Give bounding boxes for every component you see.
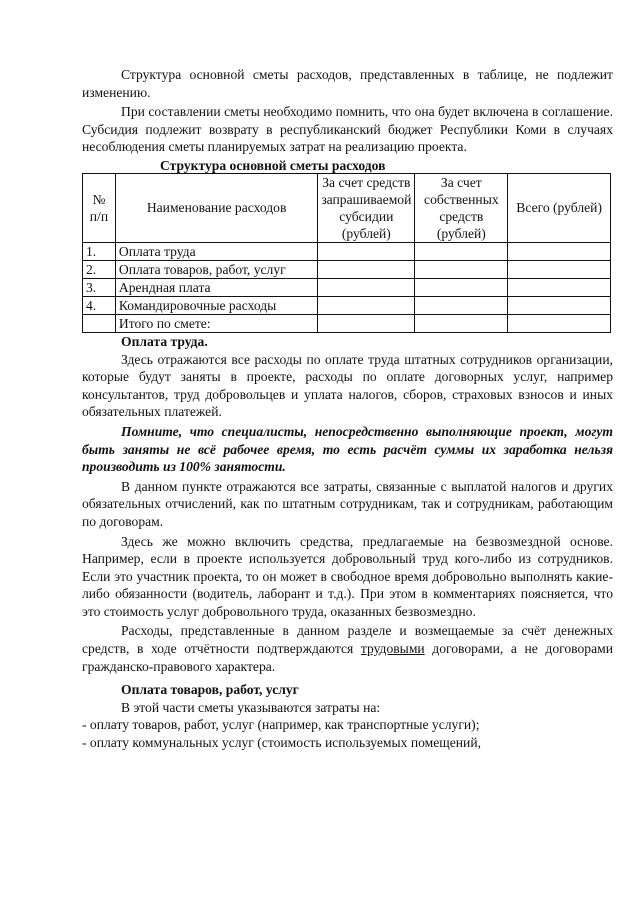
cell-subsidy: [318, 242, 415, 260]
cell-own-funds: [415, 296, 508, 314]
header-total: Всего (рублей): [508, 173, 611, 242]
cell-own-funds: [415, 278, 508, 296]
labor-p4-text-before: Расходы, представленные в данном разделе и возмещаемые за счёт денежных средств, в ходе отчётности подтверждаются: [82, 623, 613, 657]
cell-subsidy: [318, 296, 415, 314]
table-title: Структура основной сметы расходов: [160, 157, 386, 173]
table-row: [83, 260, 611, 278]
budget-structure-table: [82, 173, 611, 333]
row-number: 1.: [83, 242, 116, 260]
header-name: Наименование расходов: [115, 173, 317, 242]
row-number: [83, 314, 116, 332]
header-subsidy: За счет средств запрашиваемой субсидии (рублей): [318, 173, 415, 242]
table-row: [83, 278, 611, 296]
row-name: Оплата труда: [115, 242, 317, 260]
cell-total: [508, 314, 611, 332]
row-number: 3.: [83, 278, 116, 296]
cell-subsidy: [318, 260, 415, 278]
cell-own-funds: [415, 260, 508, 278]
cell-own-funds: [415, 242, 508, 260]
cell-total: [508, 260, 611, 278]
row-name: Оплата товаров, работ, услуг: [115, 260, 317, 278]
cell-own-funds: [415, 314, 508, 332]
labor-paragraph-1: Здесь отражаются все расходы по оплате труда штатных сотрудников организации, которые будут заняты в проекте, расходы по оплате договорных услуг, например консультантов, труд добровольцев и уплата налогов, сборов, страховых взносов и иных обязательных платежей.: [82, 351, 613, 420]
intro-paragraph-1: Структура основной сметы расходов, представленных в таблице, не подлежит изменению.: [82, 67, 613, 100]
section-heading-goods: Оплата товаров, работ, услуг: [121, 682, 299, 698]
labor-paragraph-4: [82, 622, 613, 675]
header-own-funds: За счет собственных средств (рублей): [415, 173, 508, 242]
table-total-row: [83, 314, 611, 332]
labor-paragraph-3: Здесь же можно включить средства, предлагаемые на безвозмездной основе. Например, если в проекте используется добровольный труд кого-либо из сотрудников. Если это участник проекта, то он может в свободное время добровольно выполнять какие-либо обязанности (водитель, лаборант и т.д.). При этом в комментариях поясняется, что это стоимость услуг добровольного труда, оказанных безвозмездно.: [82, 533, 613, 619]
row-number: 4.: [83, 296, 116, 314]
labor-emphasis-note: Помните, что специалисты, непосредственно выполняющие проект, могут быть заняты не всё рабочее время, то есть расчёт суммы их заработка нельзя производить из 100% занятости.: [82, 423, 613, 475]
labor-p4-text-after: договорами, а не договорами гражданско-правового характера.: [82, 641, 613, 674]
header-number: № п/п: [83, 173, 116, 242]
goods-intro: В этой части сметы указываются затраты на:: [121, 699, 381, 715]
cell-total: [508, 296, 611, 314]
cell-total: [508, 278, 611, 296]
labor-paragraph-2: В данном пункте отражаются все затраты, связанные с выплатой налогов и других обязательных отчислений, как по штатным сотрудникам, так и сотрудникам, работающим по договорам.: [82, 478, 613, 529]
row-name: Командировочные расходы: [115, 296, 317, 314]
section-heading-labor: Оплата труда.: [121, 333, 208, 349]
row-name: Арендная плата: [115, 278, 317, 296]
table-row: [83, 296, 611, 314]
cell-subsidy: [318, 314, 415, 332]
table-row: [83, 242, 611, 260]
cell-total: [508, 242, 611, 260]
cell-subsidy: [318, 278, 415, 296]
table-header-row: [83, 173, 611, 242]
row-number: 2.: [83, 260, 116, 278]
row-name: Итого по смете:: [115, 314, 317, 332]
labor-p4-underlined-word: трудовыми: [360, 641, 425, 657]
goods-list-item-1: - оплату товаров, работ, услуг (например, как транспортные услуги);: [82, 717, 480, 733]
goods-list-item-2: - оплату коммунальных услуг (стоимость используемых помещений,: [82, 735, 481, 751]
intro-paragraph-2: При составлении сметы необходимо помнить, что она будет включена в соглашение. Субсидия подлежит возврату в республиканский бюджет Республики Коми в случаях несоблюдения сметы планируемых затрат на реализацию проекта.: [82, 104, 613, 155]
